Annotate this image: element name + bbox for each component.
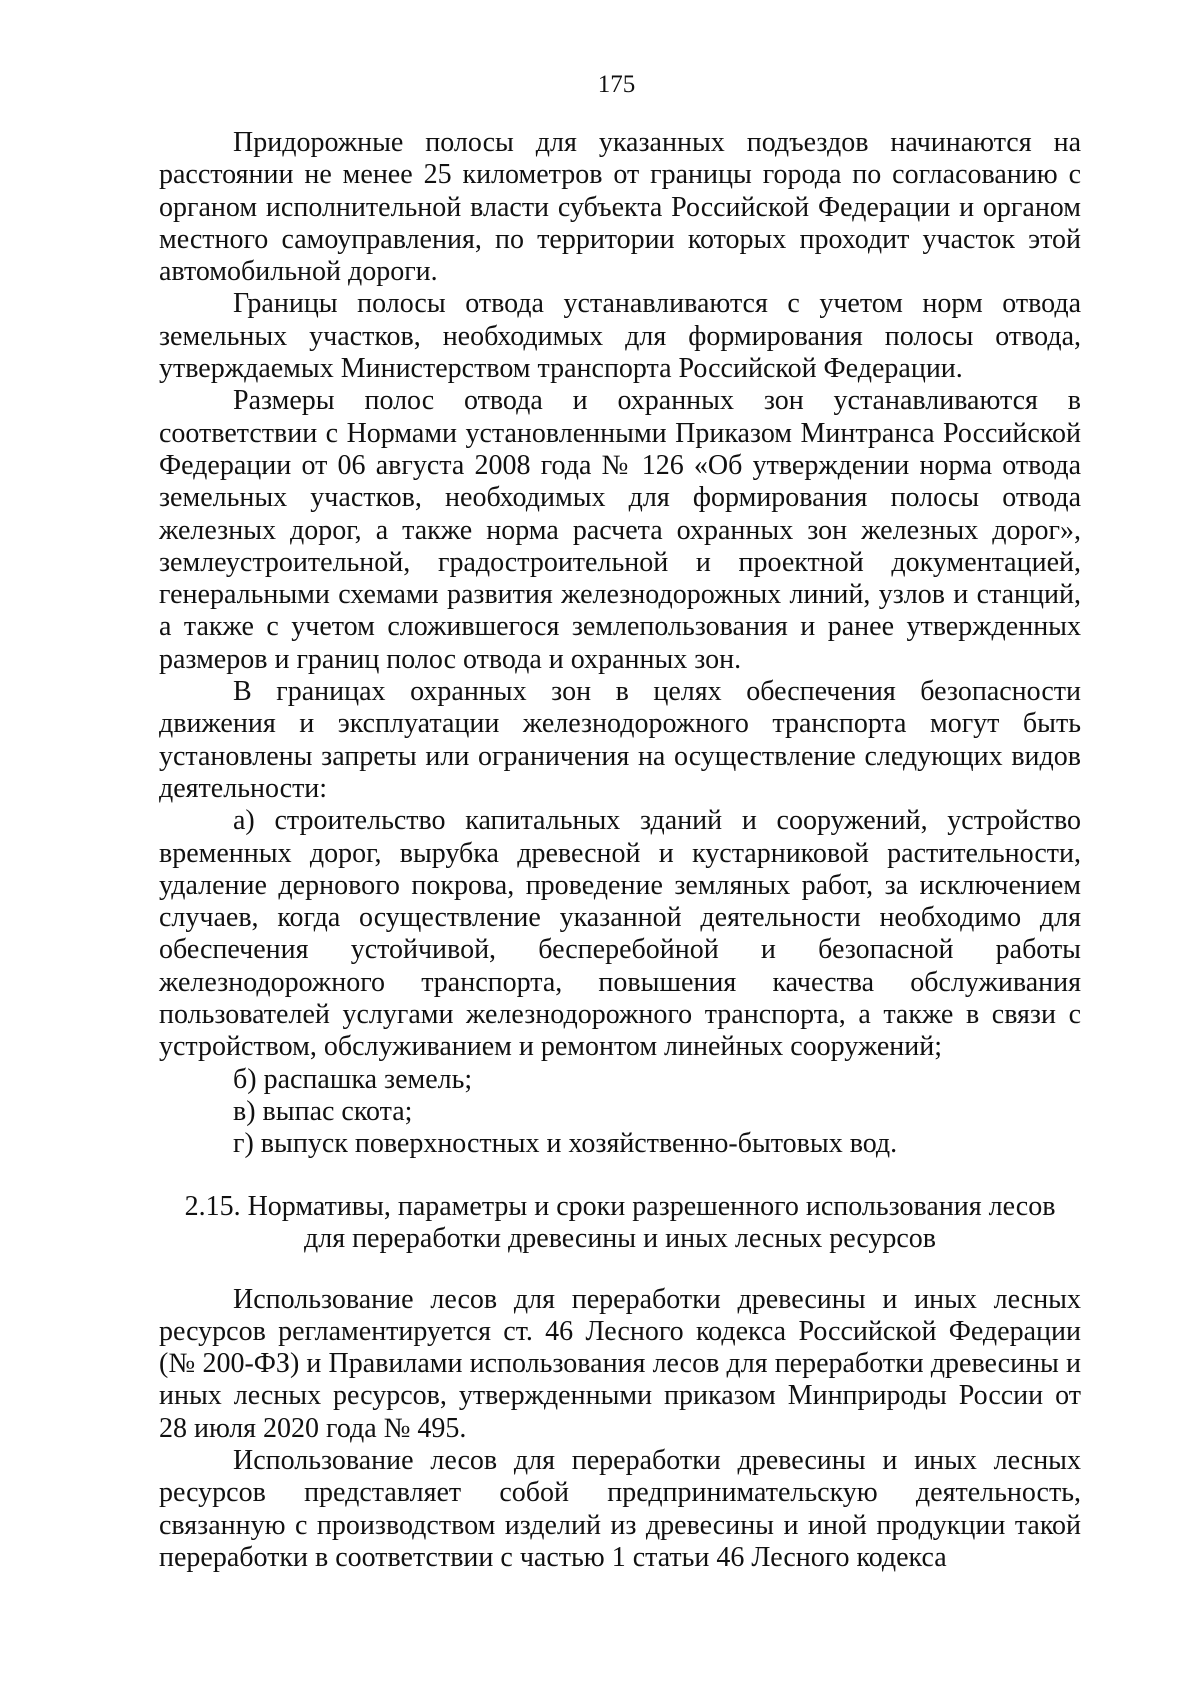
section-heading: [159, 1191, 1081, 1255]
paragraph-allotment-sizes: Размеры полос отвода и охранных зон устанавливаются в соответствии с Нормами установленными Приказом Минтранса Российской Федерации от 06 августа 2008 года № 126 «Об утверждении норма отвода земельных участков, необходимых для формирования полосы отвода железных дорог, а также норма расчета охранных зон железных дорог», землеустроительной, градостроительной и проектной документацией, генеральными схемами развития железнодорожных линий, узлов и станций, а также с учетом сложившегося землепользования и ранее утвержденных размеров и границ полос отвода и охранных зон.: [159, 385, 1081, 675]
paragraph-wood-processing-regulation: Использование лесов для переработки древесины и иных лесных ресурсов регламентируется ст. 46 Лесного кодекса Российской Федерации (№ 200-ФЗ) и Правилами использования лесов для переработки древесины и иных лесных ресурсов, утвержденными приказом Минприроды России от 28 июля 2020 года № 495.: [159, 1283, 1081, 1444]
section-heading-line-2: для переработки древесины и иных лесных ресурсов: [303, 1222, 937, 1254]
page-number: 175: [597, 71, 636, 98]
section-heading-line-1: 2.15. Нормативы, параметры и сроки разрешенного использования лесов: [184, 1190, 1056, 1222]
paragraph-protection-zones: В границах охранных зон в целях обеспечения безопасности движения и эксплуатации железнодорожного транспорта могут быть установлены запреты или ограничения на осуществление следующих видов деятельности:: [159, 676, 1081, 804]
document-body: [159, 127, 1081, 1574]
restrictions-list: [159, 805, 1081, 1160]
paragraph-roadside-strips: Придорожные полосы для указанных подъездов начинаются на расстоянии не менее 25 километров от границы города по согласованию с органом исполнительной власти субъекта Российской Федерации и органом местного самоуправления, по территории которых проходит участок этой автомобильной дороги.: [159, 127, 1081, 288]
list-item: в) выпас скота;: [233, 1095, 413, 1127]
list-item: б) распашка земель;: [233, 1063, 473, 1095]
list-item: а) строительство капитальных зданий и сооружений, устройство временных дорог, вырубка древесной и кустарниковой растительности, удаление дернового покрова, проведение земляных работ, за исключением случаев, когда осуществление указанной деятельности необходимо для обеспечения устойчивой, бесперебойной и безопасной работы железнодорожного транспорта, повышения качества обслуживания пользователей услугами железнодорожного транспорта, а также в связи с устройством, обслуживанием и ремонтом линейных сооружений;: [159, 805, 1081, 1063]
paragraph-wood-processing-definition: Использование лесов для переработки древесины и иных лесных ресурсов представляет собой предпринимательскую деятельность, связанную с производством изделий из древесины и иной продукции такой переработки в соответствии с частью 1 статьи 46 Лесного кодекса: [159, 1444, 1081, 1573]
list-item: г) выпуск поверхностных и хозяйственно-бытовых вод.: [233, 1128, 898, 1160]
paragraph-allotment-boundaries: Границы полосы отвода устанавливаются с учетом норм отвода земельных участков, необходимых для формирования полосы отвода, утверждаемых Министерством транспорта Российской Федерации.: [159, 288, 1081, 385]
